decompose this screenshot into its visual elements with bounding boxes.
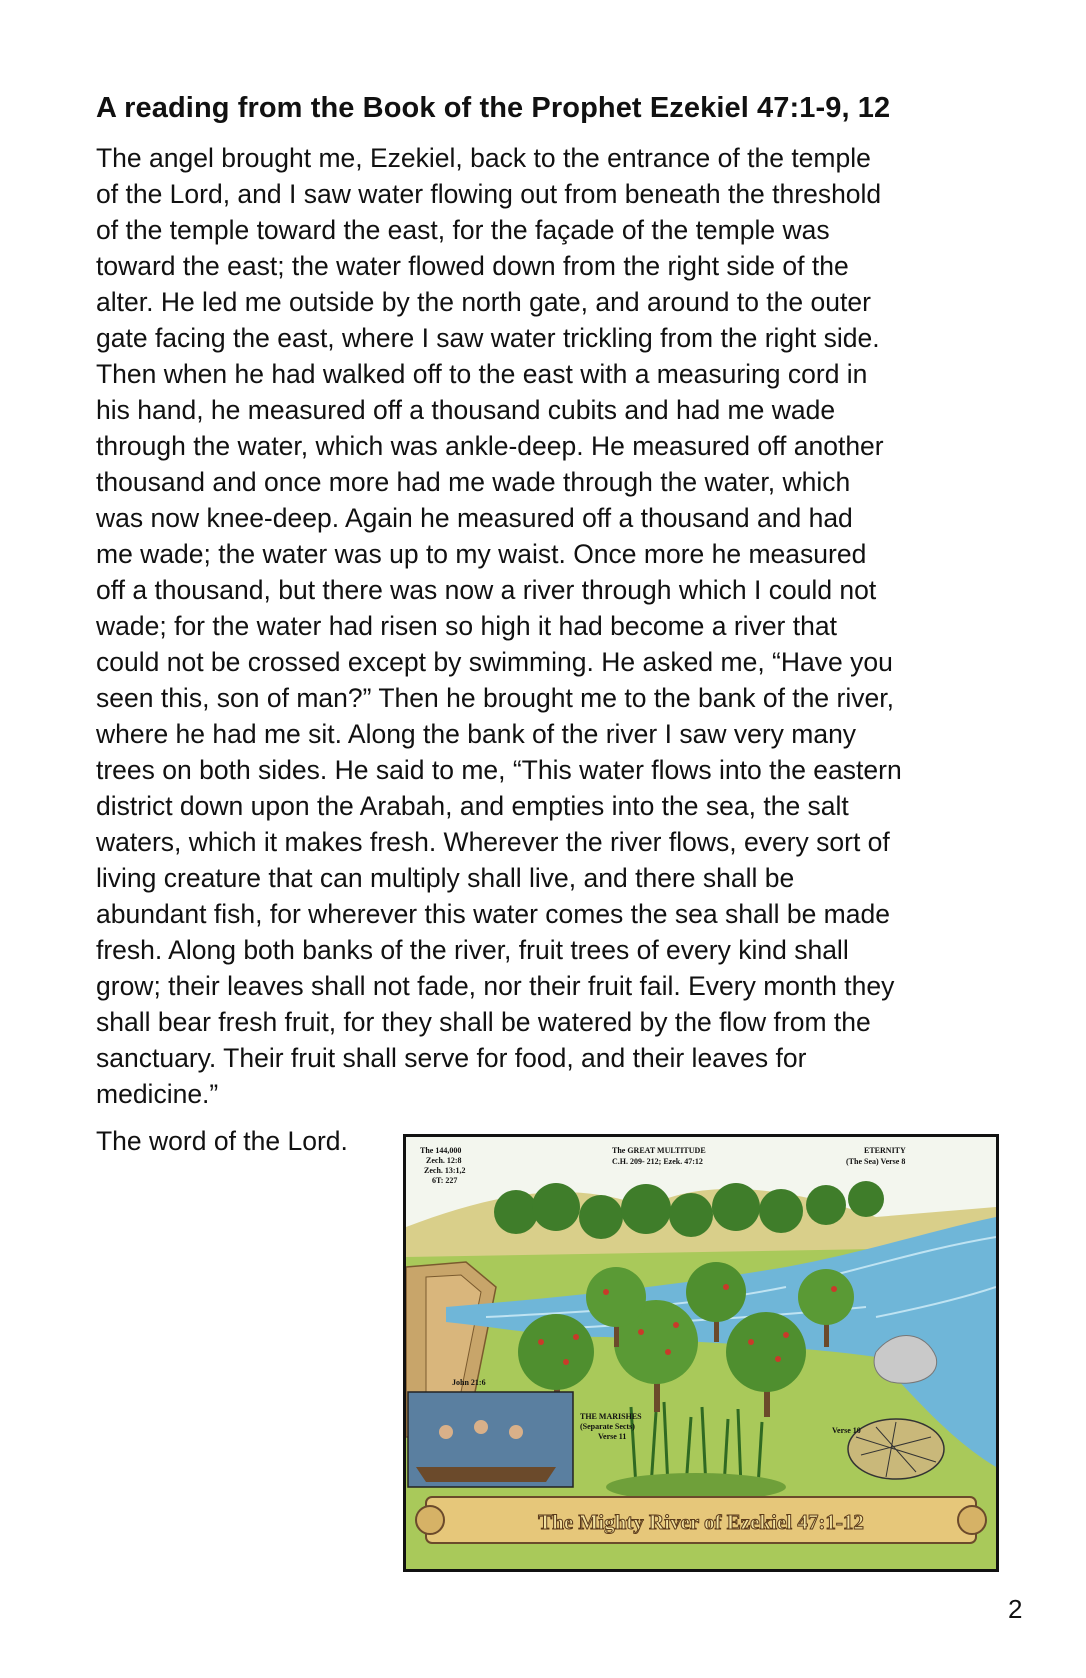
reading-line: of the temple toward the east, for the façade of the temple was [96,215,830,245]
reading-line: fresh. Along both banks of the river, fruit trees of every kind shall [96,935,849,965]
reading-line: Then when he had walked off to the east with a measuring cord in [96,359,868,389]
reading-line: abundant fish, for wherever this water comes the sea shall be made [96,899,890,929]
scroll-end-left [416,1506,444,1534]
reading-line: medicine.” [96,1079,219,1109]
reading-line: district down upon the Arabah, and empties into the sea, the salt [96,791,849,821]
reading-line: shall bear fresh fruit, for they shall be watered by the flow from the [96,1007,871,1037]
reading-line: off a thousand, but there was now a river through which I could not [96,575,877,605]
page-number: 2 [1008,1594,1023,1624]
reading-line: sanctuary. Their fruit shall serve for food, and their leaves for [96,1043,807,1073]
reading-line: trees on both sides. He said to me, “This water flows into the eastern [96,755,902,785]
reading-line: thousand and once more had me wade through the water, which [96,467,851,497]
reading-line: living creature that can multiply shall live, and there shall be [96,863,795,893]
mighty-river-illustration [403,1134,999,1572]
label-144000-line: Zech. 12:8 [426,1156,462,1165]
reading-line: alter. He led me outside by the north gate, and around to the outer [96,287,871,317]
reading-line: could not be crossed except by swimming. He asked me, “Have you [96,647,893,677]
reading-line: his hand, he measured off a thousand cubits and had me wade [96,395,836,425]
label-marishes-line: THE MARISHES [580,1412,642,1421]
banner-title: The Mighty River of Ezekiel 47:1-12 [538,1510,864,1534]
label-john: John 21:6 [452,1378,486,1387]
label-multitude-line: The GREAT MULTITUDE [612,1146,706,1155]
reading-line: gate facing the east, where I saw water trickling from the right side. [96,323,880,353]
reading-heading: A reading from the Book of the Prophet Ezekiel 47:1-9, 12 [96,92,891,124]
reading-line: was now knee-deep. Again he measured off a thousand and had [96,503,853,533]
reading-line: grow; their leaves shall not fade, nor their fruit fail. Every month they [96,971,895,1001]
scroll-end-right [958,1506,986,1534]
reading-line: of the Lord, and I saw water flowing out from beneath the threshold [96,179,882,209]
reading-line: toward the east; the water flowed down from the right side of the [96,251,849,281]
reading-line: The angel brought me, Ezekiel, back to the entrance of the temple [96,143,871,173]
label-144000-line: Zech. 13:1,2 [424,1166,466,1175]
reading-line: seen this, son of man?” Then he brought me to the bank of the river, [96,683,894,713]
reading-line: through the water, which was ankle-deep. He measured off another [96,431,884,461]
reading-line: wade; for the water had risen so high it had become a river that [96,611,837,641]
label-verse10: Verse 10 [832,1426,861,1435]
label-eternity-line: (The Sea) Verse 8 [846,1157,906,1166]
label-multitude-line: C.H. 209- 212; Ezek. 47:12 [612,1157,703,1166]
label-144000-line: The 144,000 [420,1146,462,1155]
label-marishes-line: Verse 11 [598,1432,627,1441]
reading-line: where he had me sit. Along the bank of the river I saw very many [96,719,857,749]
reading-line: me wade; the water was up to my waist. Once more he measured [96,539,867,569]
reading-line: waters, which it makes fresh. Wherever the river flows, every sort of [96,827,890,857]
label-marishes-line: (Separate Sects) [580,1422,635,1431]
boat [416,1467,556,1482]
closing-acclamation: The word of the Lord. [96,1126,348,1156]
label-eternity-line: ETERNITY [864,1146,906,1155]
label-144000-line: 6T: 227 [432,1176,458,1185]
reading-text [96,140,996,1112]
